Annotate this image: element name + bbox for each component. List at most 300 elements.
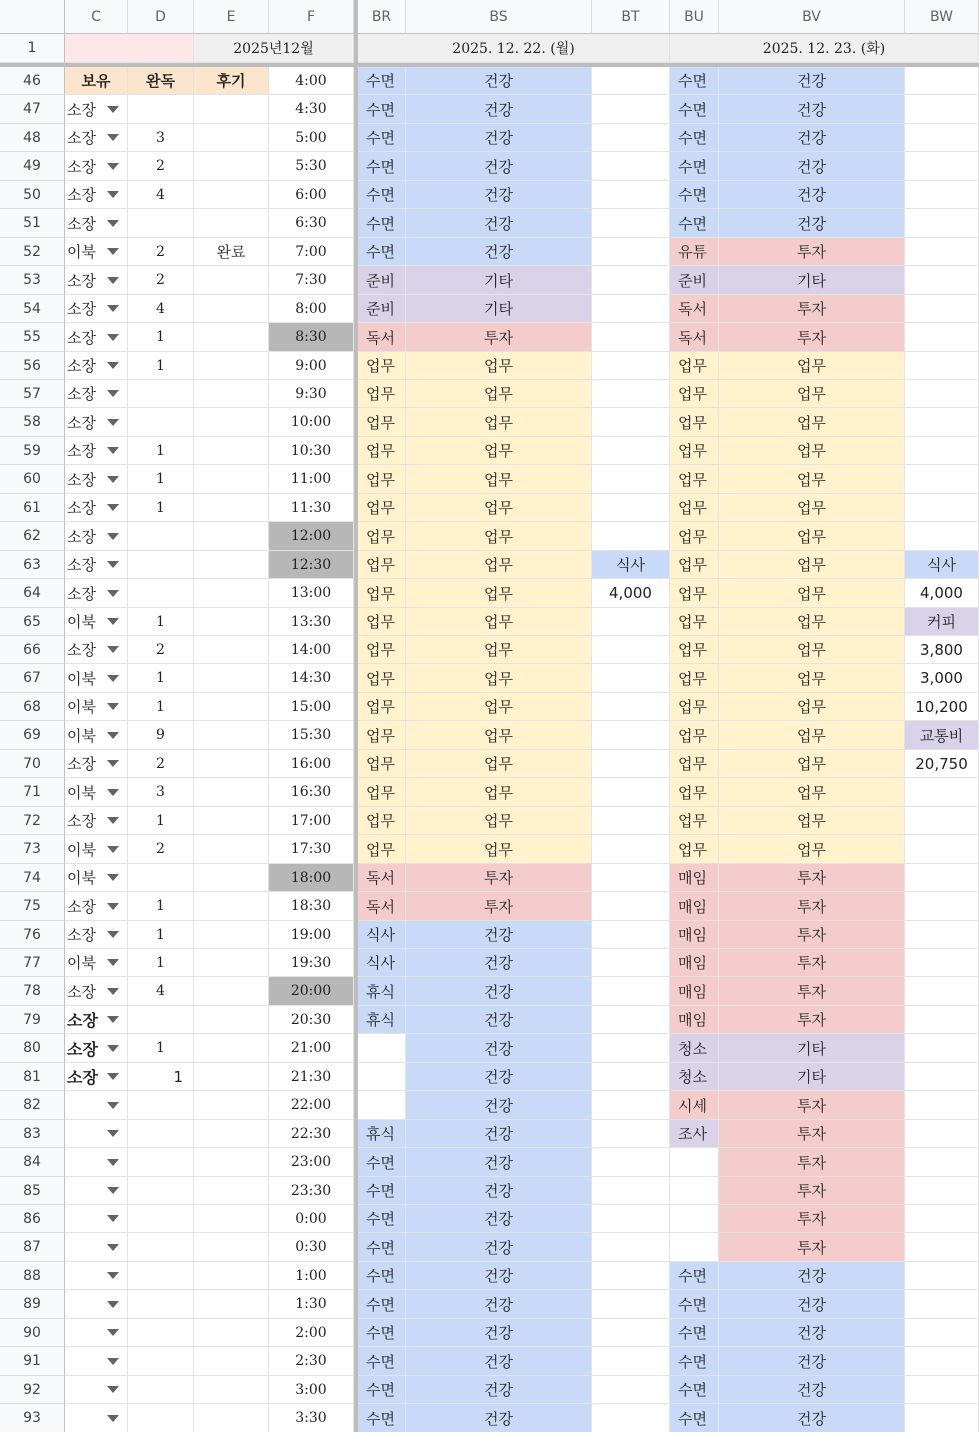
day2-expense-cell[interactable] <box>905 1063 979 1091</box>
review-cell[interactable] <box>194 323 269 352</box>
dropdown-arrow-icon[interactable] <box>107 504 119 511</box>
book-status-dropdown[interactable] <box>65 1205 128 1233</box>
day2-expense-cell[interactable] <box>905 266 979 295</box>
day2-activity-cell[interactable]: 청소 <box>670 1063 719 1091</box>
day2-expense-cell[interactable]: 3,800 <box>905 636 979 664</box>
day1-category-cell[interactable]: 건강 <box>406 1120 592 1148</box>
day2-activity-cell[interactable] <box>670 1205 719 1233</box>
day1-activity-cell[interactable]: 업무 <box>358 807 406 835</box>
day2-category-cell[interactable]: 투자 <box>719 1233 905 1262</box>
finished-count-cell[interactable] <box>128 1205 194 1233</box>
day1-category-cell[interactable]: 업무 <box>406 494 592 522</box>
column-header-c[interactable]: C <box>65 0 128 34</box>
time-slot-cell[interactable]: 22:00 <box>269 1091 354 1120</box>
row-header[interactable]: 90 <box>0 1319 65 1347</box>
day2-category-cell[interactable]: 업무 <box>719 551 905 579</box>
day1-category-cell[interactable]: 건강 <box>406 238 592 266</box>
review-cell[interactable] <box>194 1177 269 1205</box>
day1-activity-cell[interactable]: 수면 <box>358 152 406 181</box>
day2-category-cell[interactable]: 업무 <box>719 494 905 522</box>
day2-category-cell[interactable]: 투자 <box>719 977 905 1006</box>
column-header-bv[interactable]: BV <box>719 0 905 34</box>
day1-expense-cell[interactable] <box>592 1290 670 1319</box>
day1-activity-cell[interactable]: 수면 <box>358 209 406 238</box>
finished-count-cell[interactable] <box>128 1404 194 1432</box>
dropdown-arrow-icon[interactable] <box>107 590 119 597</box>
day1-expense-cell[interactable] <box>592 152 670 181</box>
finished-count-cell[interactable] <box>128 551 194 579</box>
day2-category-cell[interactable]: 업무 <box>719 408 905 437</box>
day1-expense-cell[interactable] <box>592 1262 670 1290</box>
day1-expense-cell[interactable] <box>592 608 670 636</box>
day2-category-cell[interactable]: 업무 <box>719 721 905 750</box>
finished-count-cell[interactable]: 4 <box>128 977 194 1006</box>
finished-count-cell[interactable]: 9 <box>128 721 194 750</box>
time-slot-cell[interactable]: 7:00 <box>269 238 354 266</box>
row-header[interactable]: 81 <box>0 1063 65 1091</box>
day2-expense-cell[interactable] <box>905 437 979 465</box>
day2-activity-cell[interactable]: 업무 <box>670 807 719 835</box>
day1-category-cell[interactable]: 기타 <box>406 266 592 295</box>
column-header-bs[interactable]: BS <box>406 0 592 34</box>
day2-category-cell[interactable]: 투자 <box>719 1120 905 1148</box>
day2-expense-cell[interactable] <box>905 522 979 551</box>
day1-expense-cell[interactable] <box>592 721 670 750</box>
day1-category-cell[interactable]: 업무 <box>406 693 592 721</box>
time-slot-cell[interactable]: 4:30 <box>269 95 354 124</box>
day2-expense-cell[interactable] <box>905 124 979 152</box>
book-status-dropdown[interactable] <box>65 1347 128 1376</box>
day1-activity-cell[interactable]: 식사 <box>358 949 406 977</box>
day2-expense-cell[interactable] <box>905 807 979 835</box>
dropdown-arrow-icon[interactable] <box>107 533 119 540</box>
day1-category-cell[interactable]: 건강 <box>406 124 592 152</box>
dropdown-arrow-icon[interactable] <box>107 1187 119 1194</box>
dropdown-arrow-icon[interactable] <box>107 760 119 767</box>
day2-category-cell[interactable]: 투자 <box>719 949 905 977</box>
day1-activity-cell[interactable]: 수면 <box>358 1262 406 1290</box>
time-slot-cell[interactable]: 21:00 <box>269 1034 354 1063</box>
book-status-dropdown[interactable] <box>65 1319 128 1347</box>
time-slot-cell[interactable]: 2:30 <box>269 1347 354 1376</box>
book-status-dropdown[interactable] <box>65 124 128 152</box>
day1-category-cell[interactable]: 업무 <box>406 352 592 380</box>
row-header[interactable]: 57 <box>0 380 65 408</box>
dropdown-arrow-icon[interactable] <box>107 419 119 426</box>
dropdown-arrow-icon[interactable] <box>107 1215 119 1222</box>
finished-count-cell[interactable]: 1 <box>128 949 194 977</box>
day1-category-cell[interactable]: 업무 <box>406 721 592 750</box>
book-status-dropdown[interactable] <box>65 1233 128 1262</box>
row-header[interactable]: 79 <box>0 1006 65 1034</box>
time-slot-cell[interactable]: 5:00 <box>269 124 354 152</box>
review-cell[interactable] <box>194 579 269 608</box>
day2-category-cell[interactable]: 투자 <box>719 1205 905 1233</box>
day2-activity-cell[interactable]: 청소 <box>670 1034 719 1063</box>
dropdown-arrow-icon[interactable] <box>107 646 119 653</box>
row-header[interactable]: 46 <box>0 67 65 95</box>
day1-activity-cell[interactable]: 수면 <box>358 95 406 124</box>
day1-category-cell[interactable]: 건강 <box>406 977 592 1006</box>
day2-activity-cell[interactable]: 매임 <box>670 892 719 921</box>
day2-category-cell[interactable]: 업무 <box>719 579 905 608</box>
day2-activity-cell[interactable]: 업무 <box>670 693 719 721</box>
day2-category-cell[interactable]: 업무 <box>719 778 905 807</box>
time-slot-cell[interactable]: 20:30 <box>269 1006 354 1034</box>
review-cell[interactable] <box>194 266 269 295</box>
day1-category-cell[interactable]: 업무 <box>406 408 592 437</box>
review-cell[interactable] <box>194 181 269 209</box>
day2-activity-cell[interactable]: 독서 <box>670 323 719 352</box>
day2-expense-cell[interactable] <box>905 1034 979 1063</box>
day2-expense-cell[interactable] <box>905 465 979 494</box>
finished-count-cell[interactable]: 1 <box>128 892 194 921</box>
day2-activity-cell[interactable]: 수면 <box>670 1319 719 1347</box>
book-status-dropdown[interactable] <box>65 835 128 864</box>
day2-activity-cell[interactable]: 업무 <box>670 380 719 408</box>
book-status-dropdown[interactable] <box>65 1006 128 1034</box>
day1-expense-cell[interactable] <box>592 465 670 494</box>
day1-expense-cell[interactable] <box>592 1205 670 1233</box>
finished-count-cell[interactable] <box>128 1347 194 1376</box>
dropdown-arrow-icon[interactable] <box>107 1386 119 1393</box>
day2-activity-cell[interactable]: 수면 <box>670 1347 719 1376</box>
review-cell[interactable] <box>194 1205 269 1233</box>
review-cell[interactable] <box>194 1262 269 1290</box>
finished-count-cell[interactable] <box>128 1091 194 1120</box>
day1-expense-cell[interactable] <box>592 778 670 807</box>
day2-expense-cell[interactable]: 10,200 <box>905 693 979 721</box>
day1-expense-cell[interactable] <box>592 750 670 778</box>
day2-expense-cell[interactable] <box>905 1120 979 1148</box>
day1-expense-cell[interactable] <box>592 181 670 209</box>
day2-category-cell[interactable]: 투자 <box>719 1177 905 1205</box>
review-cell[interactable] <box>194 864 269 892</box>
time-slot-cell[interactable]: 11:30 <box>269 494 354 522</box>
book-status-dropdown[interactable] <box>65 1376 128 1404</box>
day1-activity-cell[interactable]: 업무 <box>358 835 406 864</box>
column-header-e[interactable]: E <box>194 0 269 34</box>
row-header[interactable]: 56 <box>0 352 65 380</box>
day1-activity-cell[interactable]: 휴식 <box>358 1120 406 1148</box>
time-slot-cell[interactable]: 4:00 <box>269 67 354 95</box>
day1-activity-cell[interactable] <box>358 1063 406 1091</box>
dropdown-arrow-icon[interactable] <box>107 1358 119 1365</box>
day1-expense-cell[interactable] <box>592 209 670 238</box>
day1-category-cell[interactable]: 업무 <box>406 636 592 664</box>
day2-category-cell[interactable]: 투자 <box>719 295 905 323</box>
time-slot-cell[interactable]: 6:00 <box>269 181 354 209</box>
day1-expense-cell[interactable] <box>592 323 670 352</box>
finished-count-cell[interactable] <box>128 1120 194 1148</box>
day1-activity-cell[interactable]: 준비 <box>358 295 406 323</box>
dropdown-arrow-icon[interactable] <box>107 1329 119 1336</box>
day2-expense-cell[interactable] <box>905 494 979 522</box>
book-status-dropdown[interactable] <box>65 921 128 949</box>
day2-category-cell[interactable]: 업무 <box>719 437 905 465</box>
book-status-dropdown[interactable] <box>65 892 128 921</box>
day1-activity-cell[interactable]: 식사 <box>358 921 406 949</box>
finished-count-cell[interactable] <box>128 1233 194 1262</box>
finished-count-cell[interactable]: 4 <box>128 295 194 323</box>
dropdown-arrow-icon[interactable] <box>107 1102 119 1109</box>
time-slot-cell[interactable]: 15:00 <box>269 693 354 721</box>
day2-category-cell[interactable]: 업무 <box>719 835 905 864</box>
day1-category-cell[interactable]: 업무 <box>406 835 592 864</box>
day1-expense-cell[interactable]: 4,000 <box>592 579 670 608</box>
day1-activity-cell[interactable] <box>358 1091 406 1120</box>
day2-expense-cell[interactable]: 4,000 <box>905 579 979 608</box>
time-slot-cell[interactable]: 8:30 <box>269 323 354 352</box>
time-slot-cell[interactable]: 7:30 <box>269 266 354 295</box>
day2-activity-cell[interactable]: 수면 <box>670 209 719 238</box>
day2-expense-cell[interactable] <box>905 1319 979 1347</box>
day1-activity-cell[interactable]: 수면 <box>358 1233 406 1262</box>
day1-activity-cell[interactable]: 업무 <box>358 465 406 494</box>
finished-count-cell[interactable] <box>128 380 194 408</box>
day2-activity-cell[interactable]: 유튜 <box>670 238 719 266</box>
time-slot-cell[interactable]: 1:00 <box>269 1262 354 1290</box>
day2-category-cell[interactable]: 기타 <box>719 1034 905 1063</box>
finished-count-cell[interactable]: 2 <box>128 636 194 664</box>
day2-activity-cell[interactable]: 준비 <box>670 266 719 295</box>
row-header[interactable]: 92 <box>0 1376 65 1404</box>
day2-expense-cell[interactable] <box>905 949 979 977</box>
row-header[interactable]: 83 <box>0 1120 65 1148</box>
row-header[interactable]: 69 <box>0 721 65 750</box>
time-slot-cell[interactable]: 13:00 <box>269 579 354 608</box>
book-status-dropdown[interactable] <box>65 693 128 721</box>
book-status-dropdown[interactable] <box>65 352 128 380</box>
row-header[interactable]: 75 <box>0 892 65 921</box>
time-slot-cell[interactable]: 21:30 <box>269 1063 354 1091</box>
day1-activity-cell[interactable]: 업무 <box>358 408 406 437</box>
day2-expense-cell[interactable] <box>905 67 979 95</box>
day1-expense-cell[interactable] <box>592 1034 670 1063</box>
time-slot-cell[interactable]: 16:30 <box>269 778 354 807</box>
row-header[interactable]: 58 <box>0 408 65 437</box>
review-cell[interactable] <box>194 295 269 323</box>
time-slot-cell[interactable]: 15:30 <box>269 721 354 750</box>
review-cell[interactable] <box>194 1006 269 1034</box>
book-status-dropdown[interactable] <box>65 1404 128 1432</box>
day1-category-cell[interactable]: 건강 <box>406 1148 592 1177</box>
day2-category-cell[interactable]: 업무 <box>719 636 905 664</box>
dropdown-arrow-icon[interactable] <box>107 305 119 312</box>
day1-expense-cell[interactable] <box>592 807 670 835</box>
time-slot-cell[interactable]: 14:00 <box>269 636 354 664</box>
day2-category-cell[interactable]: 건강 <box>719 152 905 181</box>
day2-activity-cell[interactable]: 업무 <box>670 579 719 608</box>
day2-category-cell[interactable]: 업무 <box>719 465 905 494</box>
book-status-dropdown[interactable] <box>65 551 128 579</box>
review-cell[interactable] <box>194 124 269 152</box>
finished-count-cell[interactable]: 4 <box>128 181 194 209</box>
review-cell[interactable] <box>194 95 269 124</box>
day1-category-cell[interactable]: 건강 <box>406 1347 592 1376</box>
row-header[interactable]: 93 <box>0 1404 65 1432</box>
day1-expense-cell[interactable] <box>592 1120 670 1148</box>
day2-activity-cell[interactable]: 업무 <box>670 835 719 864</box>
date-header-day2[interactable]: 2025. 12. 23. (화) <box>670 34 979 63</box>
day1-category-cell[interactable]: 건강 <box>406 949 592 977</box>
row-header[interactable]: 77 <box>0 949 65 977</box>
book-status-dropdown[interactable] <box>65 238 128 266</box>
day2-expense-cell[interactable]: 3,000 <box>905 664 979 693</box>
time-slot-cell[interactable]: 8:00 <box>269 295 354 323</box>
day1-activity-cell[interactable]: 수면 <box>358 1376 406 1404</box>
review-cell[interactable] <box>194 551 269 579</box>
finished-count-cell[interactable] <box>128 579 194 608</box>
day1-category-cell[interactable]: 업무 <box>406 579 592 608</box>
day1-expense-cell[interactable] <box>592 1006 670 1034</box>
day1-expense-cell[interactable] <box>592 664 670 693</box>
month-header-cell[interactable]: 2025년12월 <box>194 34 354 63</box>
day2-expense-cell[interactable] <box>905 892 979 921</box>
date-header-day1[interactable]: 2025. 12. 22. (월) <box>358 34 670 63</box>
day1-activity-cell[interactable]: 수면 <box>358 1148 406 1177</box>
day2-category-cell[interactable]: 업무 <box>719 352 905 380</box>
day1-expense-cell[interactable] <box>592 921 670 949</box>
day2-expense-cell[interactable] <box>905 152 979 181</box>
row-header[interactable]: 72 <box>0 807 65 835</box>
row-header[interactable]: 73 <box>0 835 65 864</box>
review-cell[interactable]: 완료 <box>194 238 269 266</box>
book-status-dropdown[interactable] <box>65 209 128 238</box>
time-slot-cell[interactable]: 1:30 <box>269 1290 354 1319</box>
row-header[interactable]: 49 <box>0 152 65 181</box>
dropdown-arrow-icon[interactable] <box>107 988 119 995</box>
day2-category-cell[interactable]: 투자 <box>719 1006 905 1034</box>
day1-category-cell[interactable]: 건강 <box>406 1290 592 1319</box>
dropdown-arrow-icon[interactable] <box>107 1130 119 1137</box>
day1-activity-cell[interactable]: 업무 <box>358 579 406 608</box>
dropdown-arrow-icon[interactable] <box>107 447 119 454</box>
time-slot-cell[interactable]: 12:00 <box>269 522 354 551</box>
time-slot-cell[interactable]: 19:00 <box>269 921 354 949</box>
day1-expense-cell[interactable] <box>592 295 670 323</box>
dropdown-arrow-icon[interactable] <box>107 134 119 141</box>
day1-expense-cell[interactable] <box>592 864 670 892</box>
time-slot-cell[interactable]: 18:00 <box>269 864 354 892</box>
review-cell[interactable] <box>194 636 269 664</box>
row-header[interactable]: 65 <box>0 608 65 636</box>
day1-expense-cell[interactable] <box>592 238 670 266</box>
day1-category-cell[interactable]: 투자 <box>406 892 592 921</box>
day1-category-cell[interactable]: 건강 <box>406 95 592 124</box>
time-slot-cell[interactable]: 13:30 <box>269 608 354 636</box>
day1-category-cell[interactable]: 투자 <box>406 323 592 352</box>
finished-count-cell[interactable] <box>128 1006 194 1034</box>
review-cell[interactable] <box>194 408 269 437</box>
book-status-dropdown[interactable] <box>65 494 128 522</box>
day2-category-cell[interactable]: 투자 <box>719 864 905 892</box>
row-header[interactable]: 64 <box>0 579 65 608</box>
day1-expense-cell[interactable]: 식사 <box>592 551 670 579</box>
day2-category-cell[interactable]: 건강 <box>719 124 905 152</box>
day1-expense-cell[interactable] <box>592 1177 670 1205</box>
day1-activity-cell[interactable]: 업무 <box>358 693 406 721</box>
review-cell[interactable] <box>194 1148 269 1177</box>
day2-category-cell[interactable]: 건강 <box>719 67 905 95</box>
finished-count-cell[interactable] <box>128 864 194 892</box>
day1-expense-cell[interactable] <box>592 1148 670 1177</box>
day1-category-cell[interactable]: 건강 <box>406 152 592 181</box>
review-cell[interactable] <box>194 1347 269 1376</box>
book-status-dropdown[interactable] <box>65 1091 128 1120</box>
day1-category-cell[interactable]: 건강 <box>406 1034 592 1063</box>
row-header[interactable]: 61 <box>0 494 65 522</box>
dropdown-arrow-icon[interactable] <box>107 220 119 227</box>
day2-expense-cell[interactable] <box>905 977 979 1006</box>
time-slot-cell[interactable]: 3:30 <box>269 1404 354 1432</box>
review-cell[interactable] <box>194 380 269 408</box>
finished-count-cell[interactable] <box>128 408 194 437</box>
row-header[interactable]: 80 <box>0 1034 65 1063</box>
dropdown-arrow-icon[interactable] <box>107 163 119 170</box>
day2-expense-cell[interactable] <box>905 181 979 209</box>
day1-activity-cell[interactable] <box>358 1034 406 1063</box>
review-cell[interactable] <box>194 664 269 693</box>
dropdown-arrow-icon[interactable] <box>107 1159 119 1166</box>
day1-expense-cell[interactable] <box>592 494 670 522</box>
day1-activity-cell[interactable]: 수면 <box>358 67 406 95</box>
row-header[interactable]: 82 <box>0 1091 65 1120</box>
day1-activity-cell[interactable]: 독서 <box>358 892 406 921</box>
review-cell[interactable] <box>194 1404 269 1432</box>
day2-expense-cell[interactable] <box>905 209 979 238</box>
review-cell[interactable] <box>194 921 269 949</box>
day1-expense-cell[interactable] <box>592 1404 670 1432</box>
book-status-dropdown[interactable] <box>65 522 128 551</box>
finished-count-cell[interactable]: 1 <box>128 323 194 352</box>
dropdown-arrow-icon[interactable] <box>107 106 119 113</box>
row-header[interactable]: 47 <box>0 95 65 124</box>
row-header[interactable]: 87 <box>0 1233 65 1262</box>
day1-category-cell[interactable]: 건강 <box>406 1006 592 1034</box>
day1-expense-cell[interactable] <box>592 1091 670 1120</box>
row-header[interactable]: 70 <box>0 750 65 778</box>
dropdown-arrow-icon[interactable] <box>107 248 119 255</box>
day1-expense-cell[interactable] <box>592 522 670 551</box>
review-cell[interactable] <box>194 1319 269 1347</box>
row-header[interactable]: 53 <box>0 266 65 295</box>
review-cell[interactable] <box>194 721 269 750</box>
book-status-dropdown[interactable] <box>65 152 128 181</box>
book-status-dropdown[interactable] <box>65 1148 128 1177</box>
day1-expense-cell[interactable] <box>592 1233 670 1262</box>
review-cell[interactable] <box>194 778 269 807</box>
frozen-column-divider[interactable] <box>354 0 358 1432</box>
finished-count-cell[interactable] <box>128 1177 194 1205</box>
review-cell[interactable] <box>194 750 269 778</box>
day2-category-cell[interactable]: 투자 <box>719 323 905 352</box>
book-status-dropdown[interactable] <box>65 977 128 1006</box>
finished-count-header[interactable]: 완독 <box>128 67 194 95</box>
day1-expense-cell[interactable] <box>592 636 670 664</box>
day1-activity-cell[interactable]: 업무 <box>358 551 406 579</box>
day1-activity-cell[interactable]: 업무 <box>358 636 406 664</box>
finished-count-cell[interactable] <box>128 522 194 551</box>
dropdown-arrow-icon[interactable] <box>107 703 119 710</box>
book-status-dropdown[interactable] <box>65 1120 128 1148</box>
day1-expense-cell[interactable] <box>592 1063 670 1091</box>
day2-expense-cell[interactable] <box>905 380 979 408</box>
time-slot-cell[interactable]: 17:30 <box>269 835 354 864</box>
day1-expense-cell[interactable] <box>592 437 670 465</box>
review-cell[interactable] <box>194 437 269 465</box>
book-status-dropdown[interactable] <box>65 608 128 636</box>
